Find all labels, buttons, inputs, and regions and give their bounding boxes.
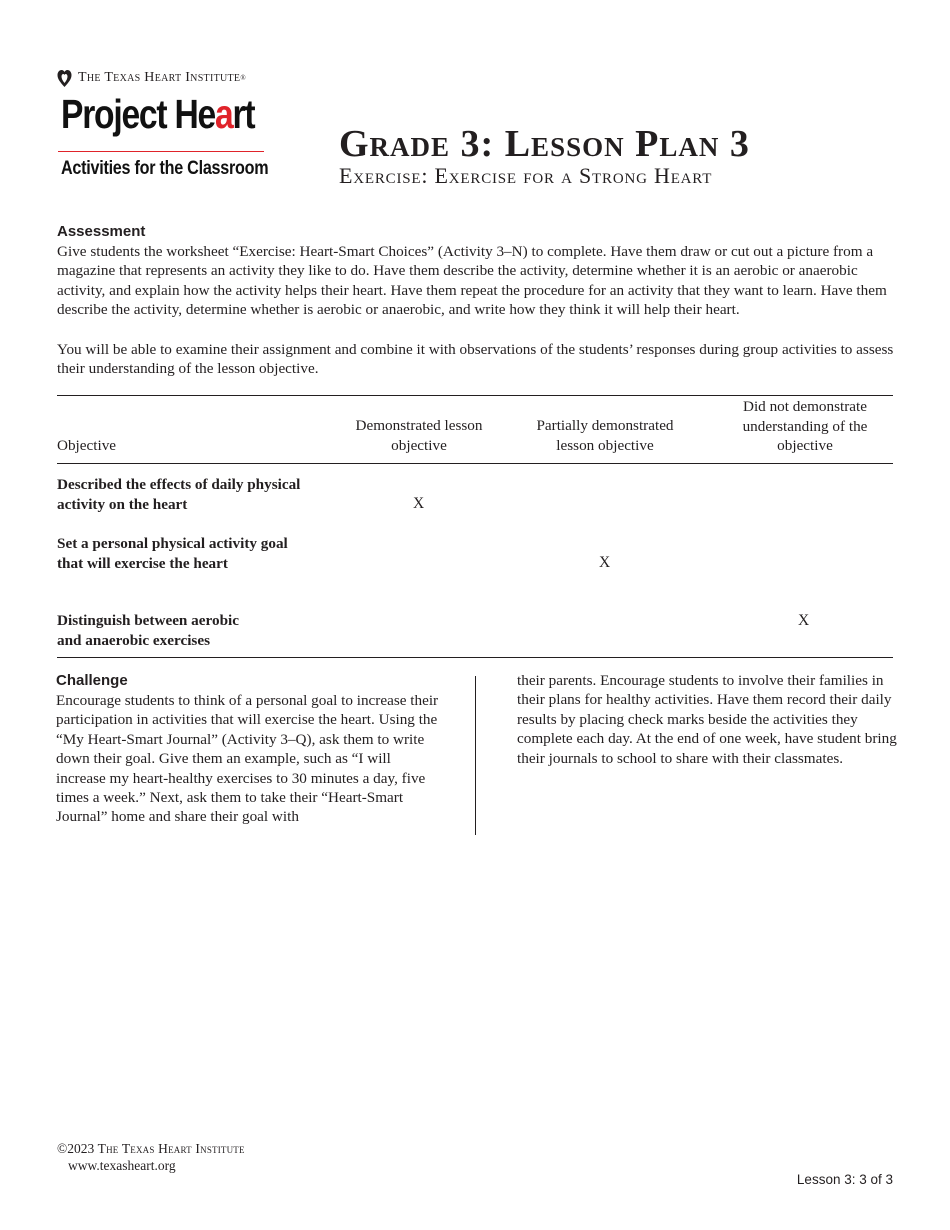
footer-website: www.texasheart.org: [68, 1158, 176, 1173]
table-row-2-mark: X: [599, 554, 611, 571]
registered-mark: ®: [240, 74, 246, 82]
table-row-2-objective: Set a personal physical activity goal that will exercise the heart: [57, 535, 288, 572]
assessment-paragraph-2: You will be able to examine their assignment and combine it with observations of the students’ responses during group activities to assess their understanding of the lesson objective.: [57, 341, 894, 378]
assessment-heading: Assessment: [57, 223, 146, 240]
header-not-demonstrated: Did not demonstrate understanding of the objective: [742, 398, 868, 455]
table-row-1-objective: Described the effects of daily physical activity on the heart: [57, 476, 301, 513]
table-row-1-mark: X: [413, 495, 425, 512]
header-objective: Objective: [57, 437, 117, 454]
page-subtitle: Exercise: Exercise for a Strong Heart: [339, 163, 713, 188]
institute-logo: [57, 68, 246, 88]
page-number: Lesson 3: 3 of 3: [796, 1172, 893, 1187]
brand-prefix: Project He: [61, 91, 216, 137]
page-title: Grade 3: Lesson Plan 3: [339, 123, 750, 165]
column-divider: [475, 676, 476, 835]
table-bottom-rule: [57, 657, 893, 658]
header-demonstrated: Demonstrated lesson objective: [355, 417, 483, 454]
footer-copyright: [57, 1141, 245, 1157]
brand-subtitle: Activities for the Classroom: [61, 158, 269, 179]
brand-suffix: rt: [232, 91, 255, 137]
brand-heart-letter: a: [215, 91, 233, 137]
challenge-text-right: their parents. Encourage students to involve their families in their plans for healthy activities. Have them record their daily results by placing check marks beside the activities they complete each day. At the end of one week, have student bring their journals to school to share with their classmates.: [517, 672, 897, 767]
copyright-org: The Texas Heart Institute: [97, 1141, 245, 1156]
assessment-paragraph-1: Give students the worksheet “Exercise: Heart-Smart Choices” (Activity 3–N) to complete. Have them draw or cut out a picture from a magazine that represents an activity they like to do. Have them describe the activity, determine whether it is an aerobic or anaerobic activity, and explain how the activity helps their heart. Have them repeat the procedure for an activity that they want to learn. Have them describe the activity, determine whether is aerobic or anaerobic, and write how they think it will help their heart.: [57, 243, 887, 319]
challenge-text-left: Encourage students to think of a personal goal to increase their participation in activities that will exercise the heart. Using the “My Heart-Smart Journal” (Activity 3–Q), ask them to write down their goal. Give them an example, such as “I will increase my heart-healthy exercises to 30 minutes a day, five times a week.” Next, ask them to take their “Heart-Smart Journal” home and share their goal with: [56, 692, 439, 826]
table-header-rule: [57, 463, 893, 464]
institute-name: The Texas Heart Institute: [78, 70, 241, 85]
project-heart-wordmark: [61, 91, 255, 137]
heart-logo-icon: [57, 69, 72, 88]
challenge-heading: Challenge: [56, 672, 128, 689]
brand-divider: [58, 151, 264, 152]
copyright-year: ©2023: [57, 1141, 95, 1156]
table-row-3-mark: X: [798, 612, 810, 629]
header-partial: Partially demonstrated lesson objective: [536, 417, 674, 454]
table-row-3-objective: Distinguish between aerobic and anaerobic exercises: [57, 612, 239, 649]
table-top-rule: [57, 395, 893, 396]
